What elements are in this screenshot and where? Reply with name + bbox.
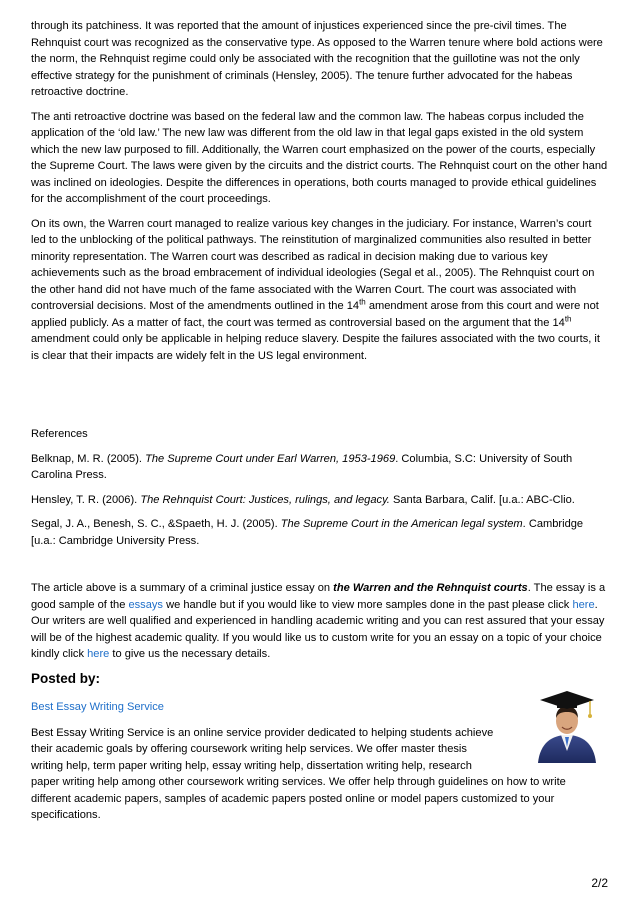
author-bio — [31, 725, 608, 824]
summary-text: to give us the necessary details. — [109, 648, 271, 660]
reference-title: The Supreme Court in the American legal system — [280, 518, 523, 530]
reference-title: The Supreme Court under Earl Warren, 1953-1969 — [145, 452, 396, 465]
reference-title: The Rehnquist Court: Justices, rulings, and legacy. — [140, 493, 390, 506]
p3-superscript-2: th — [564, 313, 572, 323]
graduate-avatar-icon — [532, 685, 602, 763]
summary-paragraph — [31, 580, 608, 663]
spacer — [31, 372, 608, 426]
reference-item — [31, 492, 608, 509]
references-heading: References — [31, 428, 88, 440]
reference-publisher: Santa Barbara, Calif. [u.a.: ABC-Clio. — [389, 493, 575, 506]
reference-publisher: . Cambridge [u.a.: Cambridge University Press. — [31, 518, 584, 547]
bio-line-1: Best Essay Writing Service is an online service provider dedicated to helping students achieve — [31, 726, 494, 739]
reference-publisher: . Columbia, S.C: University of South Carolina Press. — [31, 452, 573, 481]
p3-text-b: amendment arose from this court and were not applied publicly. As a matter of fact, the court was termed as controversial based on the argument that the 14 — [31, 300, 599, 329]
p3-superscript-1: th — [359, 297, 366, 307]
summary-text: we handle but if you would like to view more samples done in the past please click — [162, 598, 573, 611]
reference-item — [31, 516, 608, 549]
summary-text: The article above is a summary of a criminal justice essay on — [31, 582, 334, 594]
author-link[interactable]: Best Essay Writing Service — [31, 701, 164, 713]
bio-line-2: their academic goals by offering coursework writing help services. We offer master thesis — [31, 743, 467, 755]
p3-text-a: On its own, the Warren court managed to realize various key changes in the judiciary. For instance, Warren’s court led to the unblocking of the political pathways. The reinstitution of marginalized communities also resulted in better minority representation. The Warren court was described as radical in decision making due to various key achievements such as the broad embracement of individual ideologies (Segal et al., 2005). The Rehnquist court on the other hand did not have much of the fame associated with the Warren Court. The court was associated with controversial decisions. Most of the amendments outlined in the 14 — [31, 217, 595, 312]
bio-rest: paper writing help among other coursework writing services. We offer help through guidelines on how to write different academic papers, samples of academic papers posted online or model papers customized to your specifications. — [31, 776, 566, 821]
page-number: 2/2 — [591, 876, 608, 890]
reference-authors: Hensley, T. R. (2006). — [31, 493, 141, 506]
here-link-samples[interactable]: here — [572, 598, 595, 611]
body-paragraph-2: The anti retroactive doctrine was based on the federal law and the common law. The habeas corpus included the application of the ‘old law.’ The new law was different from the old law in that legal gaps existed in the old system which the new law purposed to fill. Additionally, the Warren court emphasized on the power of the courts, especially the Supreme Court. The laws were given by the circuits and the district courts. The Rehnquist court on the other hand was inclined on ideologies. Despite the differences in operations, both courts managed to provide ethical guidelines for the accomplishment of the court proceedings. — [31, 110, 608, 205]
reference-item — [31, 451, 608, 484]
summary-topic: the Warren and the Rehnquist courts — [333, 582, 528, 594]
here-link-custom-write[interactable]: here — [87, 648, 110, 660]
summary-text: . Our writers are well qualified and experienced in handling academic writing and you can rest assured that your essay will be of the highest academic quality. If you would like us to custom write for you an essay on a topic of your choice kindly click — [31, 598, 605, 660]
posted-by-heading: Posted by: — [31, 670, 101, 686]
bio-line-3: writing help, term paper writing help, essay writing help, dissertation writing help, research — [31, 759, 472, 772]
body-paragraph-3 — [31, 216, 608, 365]
essays-link[interactable]: essays — [128, 598, 163, 611]
reference-authors: Belknap, M. R. (2005). — [31, 452, 146, 465]
references-section — [31, 426, 608, 549]
reference-authors: Segal, J. A., Benesh, S. C., &Spaeth, H. J. (2005). — [31, 518, 281, 530]
spacer — [31, 557, 608, 580]
summary-text: . The essay is a good sample of the — [31, 582, 606, 611]
page-content — [31, 18, 608, 824]
p3-text-c: amendment could only be applicable in helping reduce slavery. Despite the failures associated with the two courts, it is clear that their impacts are widely felt in the US legal environment. — [31, 333, 600, 362]
body-paragraph-1: through its patchiness. It was reported that the amount of injustices experienced since the pre-civil times. The Rehnquist court was recognized as the conservative type. As opposed to the Warren tenure where bold actions were the norm, the Rehnquist regime could only be associated with the recognition that the guillotine was not the only effective strategy for the punishment of criminals (Hensley, 2005). The tenure further advocated for the habeas retroactive doctrine. — [31, 20, 603, 98]
